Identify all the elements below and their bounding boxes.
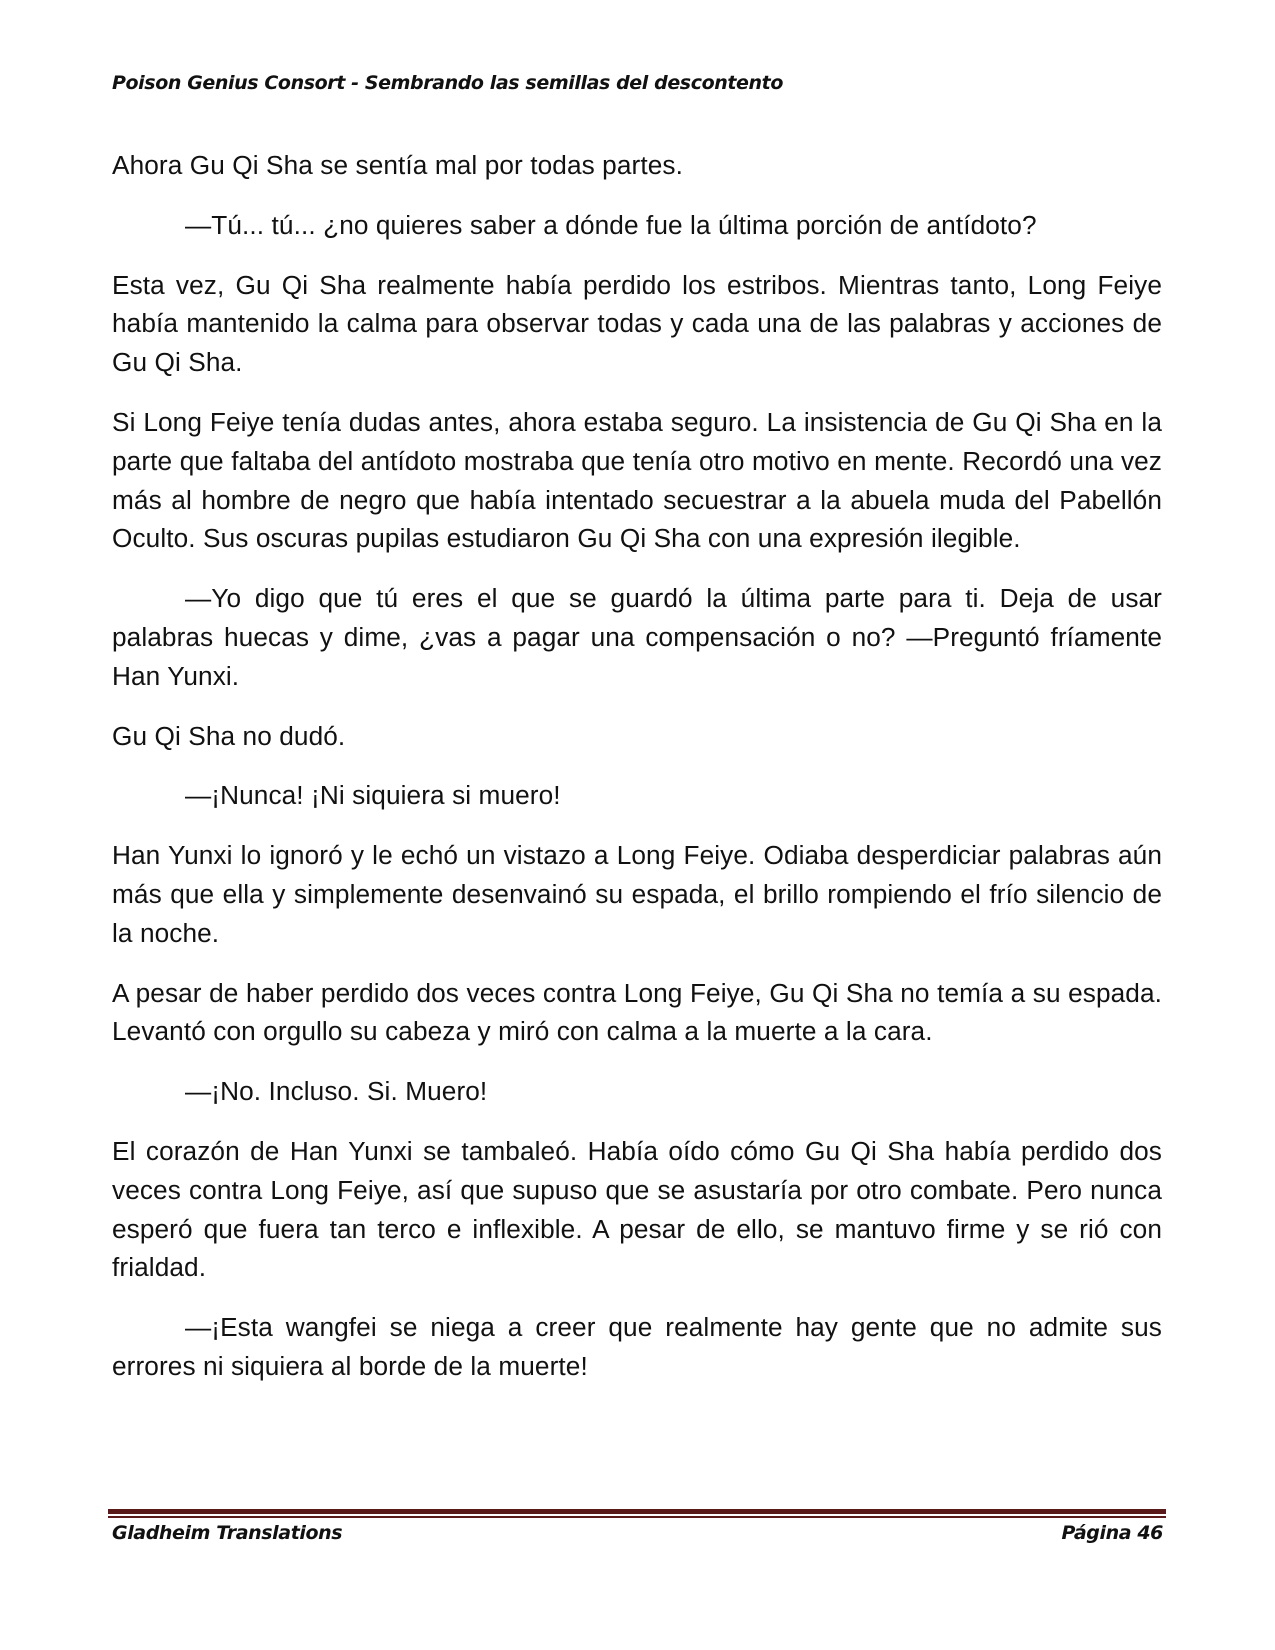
paragraph: A pesar de haber perdido dos veces contra Long Feiye, Gu Qi Sha no temía a su espada. Levantó con orgullo su cabeza y miró con calma a la muerte a la cara. [112, 977, 1162, 1047]
paragraph: Si Long Feiye tenía dudas antes, ahora estaba seguro. La insistencia de Gu Qi Sha en la parte que faltaba del antídoto mostraba que tenía otro motivo en mente. Recordó una vez más al hombre de negro que había intentado secuestrar a la abuela muda del Pabellón Oculto. Sus oscuras pupilas estudiaron Gu Qi Sha con una expresión ilegible. [112, 406, 1162, 554]
footer-divider [108, 1509, 1166, 1518]
paragraph: Gu Qi Sha no dudó. [112, 720, 346, 751]
footer-divider-thin [108, 1516, 1166, 1518]
paragraph: —¡Esta wangfei se niega a creer que realmente hay gente que no admite sus errores ni siquiera al borde de la muerte! [112, 1312, 1162, 1381]
footer-translator: Gladheim Translations [112, 1522, 343, 1544]
paragraph: —¡Nunca! ¡Ni siquiera si muero! [185, 780, 561, 811]
footer-divider-thick [108, 1509, 1166, 1514]
paragraph: —Tú... tú... ¿no quieres saber a dónde fue la última porción de antídoto? [185, 209, 1037, 240]
paragraph: Esta vez, Gu Qi Sha realmente había perdido los estribos. Mientras tanto, Long Feiye había mantenido la calma para observar todas y cada una de las palabras y acciones de Gu Qi Sha. [112, 269, 1162, 378]
paragraph: Ahora Gu Qi Sha se sentía mal por todas partes. [112, 150, 683, 180]
paragraph: —Yo digo que tú eres el que se guardó la última parte para ti. Deja de usar palabras huecas y dime, ¿vas a pagar una compensación o no? —Preguntó fríamente Han Yunxi. [112, 583, 1162, 691]
page-header-title: Poison Genius Consort - Sembrando las semillas del descontento [112, 72, 783, 94]
paragraph: Han Yunxi lo ignoró y le echó un vistazo a Long Feiye. Odiaba desperdiciar palabras aún más que ella y simplemente desenvainó su espada, el brillo rompiendo el frío silencio de la noche. [112, 840, 1162, 948]
paragraph: El corazón de Han Yunxi se tambaleó. Había oído cómo Gu Qi Sha había perdido dos veces contra Long Feiye, así que supuso que se asustaría por otro combate. Pero nunca esperó que fuera tan terco e inflexible. A pesar de ello, se mantuvo firme y se rió con frialdad. [112, 1135, 1162, 1283]
document-body [112, 146, 1162, 1407]
footer-page-number: Página 46 [1061, 1522, 1163, 1544]
paragraph: —¡No. Incluso. Si. Muero! [185, 1076, 488, 1107]
